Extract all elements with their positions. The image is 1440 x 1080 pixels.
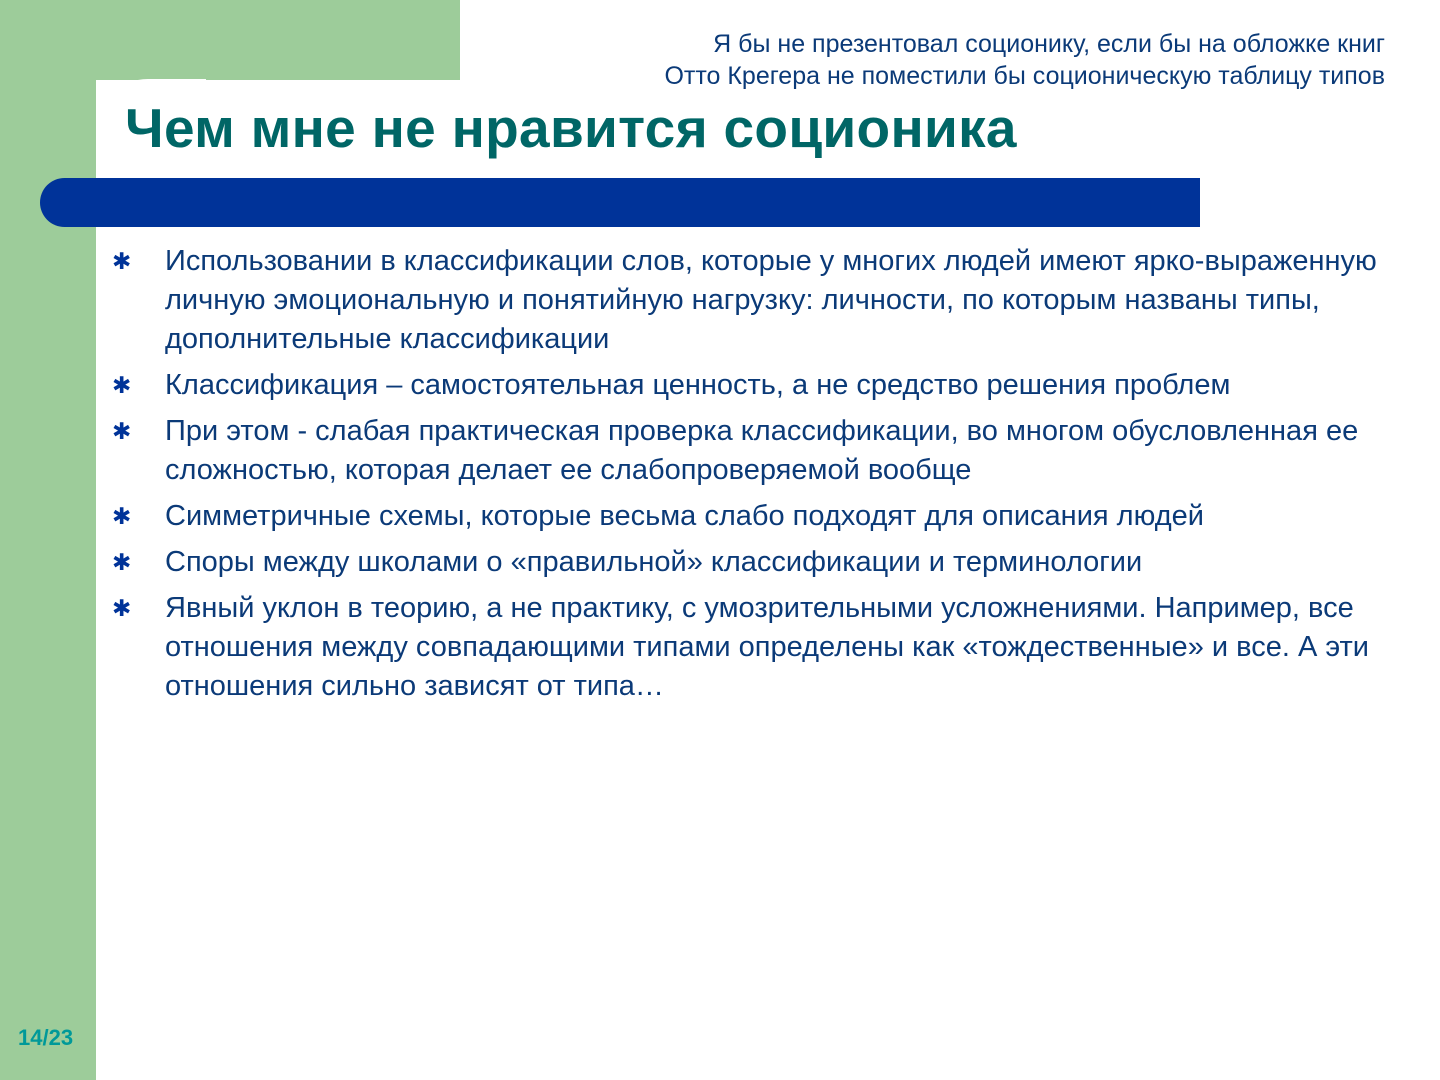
bullet-item-2 (112, 366, 1382, 405)
asterisk-bullet-icon: ✱ (112, 248, 132, 274)
bullet-item-4 (112, 497, 1382, 536)
bullet-text-1: Использовании в классификации слов, которые у многих людей имеют ярко-выраженную личную эмоциональную и понятийную нагрузку: личности, по которым названы типы, дополнительные классификации (165, 245, 1377, 355)
asterisk-bullet-icon: ✱ (112, 372, 132, 398)
bullet-text-4: Симметричные схемы, которые весьма слабо подходят для описания людей (165, 500, 1204, 532)
bullet-item-3 (112, 412, 1382, 490)
bullet-text-3: При этом - слабая практическая проверка классификации, во многом обусловленная ее сложностью, которая делает ее слабопроверяемой вообще (165, 415, 1359, 486)
title-underline-bar (40, 178, 1200, 227)
asterisk-bullet-icon: ✱ (112, 595, 132, 621)
top-green-block (96, 0, 460, 80)
bullet-item-1 (112, 242, 1382, 359)
asterisk-bullet-icon: ✱ (112, 549, 132, 575)
page-number: 14/23 (18, 1025, 74, 1050)
bullet-text-6: Явный уклон в теорию, а не практику, с умозрительными усложнениями. Например, все отношения между совпадающими типами определены как «тождественные» и все. А эти отношения сильно зависят от типа… (165, 592, 1369, 702)
bullet-text-5: Споры между школами о «правильной» классификации и терминологии (165, 546, 1143, 578)
asterisk-bullet-icon: ✱ (112, 418, 132, 444)
bullet-item-5 (112, 543, 1382, 582)
bullet-text-2: Классификация – самостоятельная ценность, а не средство решения проблем (165, 369, 1231, 401)
subtitle-line-1: Я бы не презентовал соционику, если бы на обложке книг (713, 30, 1385, 58)
slide-title: Чем мне не нравится соционика (125, 97, 1017, 159)
asterisk-bullet-icon: ✱ (112, 503, 132, 529)
bullet-item-6 (112, 589, 1382, 706)
slide-subtitle (485, 28, 1385, 92)
left-green-band (0, 0, 96, 1080)
subtitle-line-2: Отто Крегера не поместили бы соционическую таблицу типов (664, 62, 1385, 90)
bullet-list (112, 242, 1382, 713)
